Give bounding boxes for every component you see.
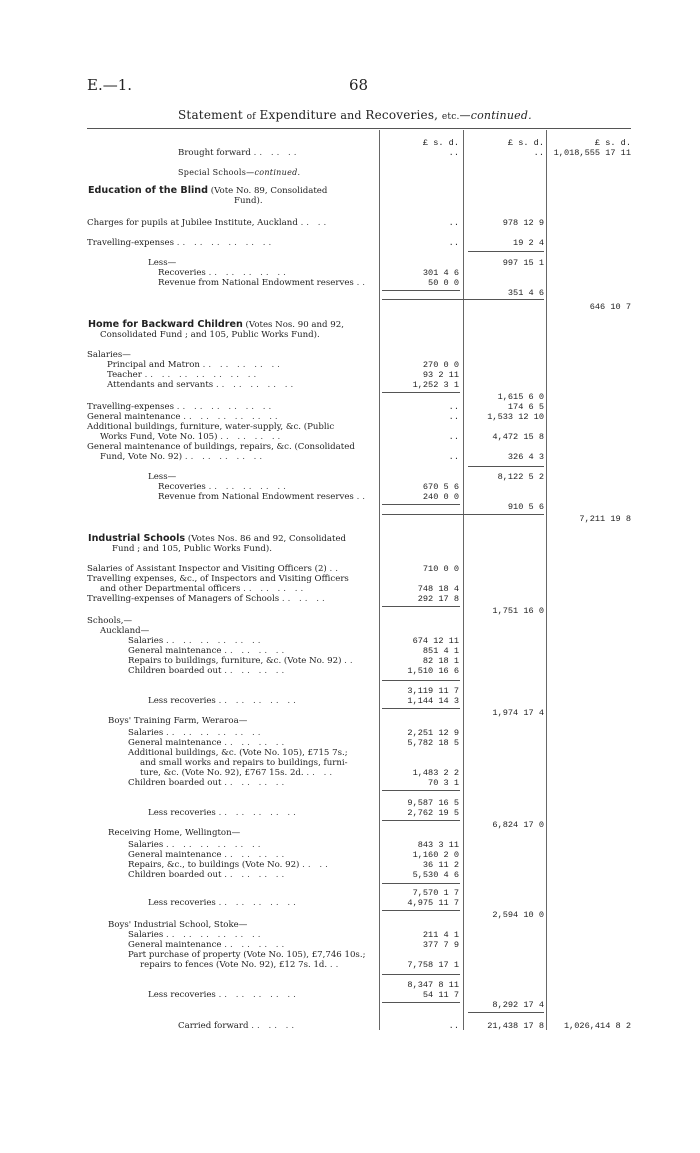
backward-revenue-c1: 240 0 0 <box>422 492 459 502</box>
auckland-boarded-c1: 1,510 16 6 <box>407 666 459 676</box>
column-rule-2 <box>463 130 464 1030</box>
auckland-maint-label: General maintenance .. .. .. .. <box>128 646 288 656</box>
weraroa-maint-c1: 5,782 18 5 <box>407 738 459 748</box>
rule <box>468 251 544 252</box>
backward-salaries-label: Salaries— <box>87 350 131 360</box>
column-heading-3: £ s. d. <box>594 138 631 148</box>
blind-travel-c2: 19 2 4 <box>513 238 544 248</box>
weraroa-maint-label: General maintenance .. .. .. .. <box>128 738 288 748</box>
rule <box>382 680 460 681</box>
backward-attendants-c1: 1,252 3 1 <box>412 380 459 390</box>
backward-principal-c1: 270 0 0 <box>422 360 459 370</box>
blind-travel-label: Travelling-expenses .. .. .. .. .. .. <box>87 238 275 248</box>
special-schools-heading: Special Schools—continued. <box>178 168 301 177</box>
industrial-heading-line2: Fund ; and 105, Public Works Fund). <box>112 544 273 554</box>
auckland-heading: Auckland— <box>100 626 150 636</box>
stoke-maint-label: General maintenance .. .. .. .. <box>128 940 288 950</box>
rule <box>382 708 460 709</box>
stoke-part-line1: Part purchase of property (Vote No. 105), £7,746 10s.; <box>128 950 366 960</box>
rule <box>382 790 460 791</box>
auckland-salaries-label: Salaries .. .. .. .. .. .. <box>128 636 264 646</box>
auckland-net: 1,974 17 4 <box>492 708 544 718</box>
rule <box>382 910 460 911</box>
blind-revenue-label: Revenue from National Endowment reserves .. <box>158 278 369 288</box>
stoke-less-label: Less recoveries .. .. .. .. .. <box>148 990 299 1000</box>
weraroa-heading: Boys' Training Farm, Weraroa— <box>108 716 248 726</box>
auckland-less: 1,144 14 3 <box>407 696 459 706</box>
wellington-heading: Receiving Home, Wellington— <box>108 828 241 838</box>
stoke-part-line2: repairs to fences (Vote No. 92), £12 7s. 1d. .. <box>140 960 342 970</box>
blind-revenue-c1: 50 0 0 <box>428 278 459 288</box>
backward-travel-c2: 174 6 5 <box>507 402 544 412</box>
stoke-total: 8,347 8 11 <box>407 980 459 990</box>
backward-revenue-label: Revenue from National Endowment reserves .. <box>158 492 369 502</box>
rule <box>382 883 460 884</box>
backward-maint-label: General maintenance .. .. .. .. .. .. <box>87 412 281 422</box>
weraroa-net: 6,824 17 0 <box>492 820 544 830</box>
industrial-travel-insp-c1: 748 18 4 <box>417 584 459 594</box>
backward-maint-c2: 1,533 12 10 <box>487 412 544 422</box>
blind-charges-c1: .. <box>448 218 459 228</box>
backward-additional-line2: Works Fund, Vote No. 105) .. .. .. .. <box>100 432 284 442</box>
backward-less-total: 910 5 6 <box>507 502 544 512</box>
wellington-maint-c1: 1,160 2 0 <box>412 850 459 860</box>
stoke-maint-c1: 377 7 9 <box>422 940 459 950</box>
rule <box>382 504 460 505</box>
weraroa-total: 9,587 16 5 <box>407 798 459 808</box>
auckland-repairs-label: Repairs to buildings, furniture, &c. (Vote No. 92) .. <box>128 656 356 666</box>
backward-heading-line2: Consolidated Fund ; and 105, Public Works Fund). <box>100 330 320 340</box>
backward-travel-c1: .. <box>448 402 459 412</box>
page-title: Statement of Expenditure and Recoveries, etc.—continued. <box>178 108 532 122</box>
rule <box>468 466 544 467</box>
wellington-repairs-c1: 36 11 2 <box>422 860 459 870</box>
rule <box>382 392 460 393</box>
wellington-total: 7,570 1 7 <box>412 888 459 898</box>
wellington-repairs-label: Repairs, &c., to buildings (Vote No. 92) .. .. <box>128 860 331 870</box>
blind-recoveries-label: Recoveries .. .. .. .. .. <box>158 268 289 278</box>
wellington-net: 2,594 10 0 <box>492 910 544 920</box>
auckland-repairs-c1: 82 18 1 <box>422 656 459 666</box>
blind-charges-c2: 978 12 9 <box>502 218 544 228</box>
weraroa-salaries-c1: 2,251 12 9 <box>407 728 459 738</box>
rule <box>382 514 544 515</box>
weraroa-salaries-label: Salaries .. .. .. .. .. .. <box>128 728 264 738</box>
weraroa-add-c1: 1,483 2 2 <box>412 768 459 778</box>
wellington-less-label: Less recoveries .. .. .. .. .. <box>148 898 299 908</box>
carried-forward-c2: 21,438 17 8 <box>487 1021 544 1031</box>
backward-additional-line1: Additional buildings, furniture, water-supply, &c. (Public <box>87 422 335 432</box>
carried-forward-c3: 1,026,414 8 2 <box>563 1021 631 1031</box>
page-number: 68 <box>349 76 369 94</box>
wellington-boarded-c1: 5,530 4 6 <box>412 870 459 880</box>
wellington-boarded-label: Children boarded out .. .. .. .. <box>128 870 288 880</box>
auckland-maint-c1: 851 4 1 <box>422 646 459 656</box>
backward-gm-line2: Fund, Vote No. 92) .. .. .. .. .. <box>100 452 266 462</box>
rule <box>382 820 460 821</box>
rule <box>382 1002 460 1003</box>
stoke-less: 54 11 7 <box>422 990 459 1000</box>
industrial-schools-label: Schools,— <box>87 616 133 626</box>
rule <box>382 606 460 607</box>
backward-less-label: Less— <box>148 472 177 482</box>
blind-heading-line2: Fund). <box>234 196 263 206</box>
backward-net: 7,211 19 8 <box>579 514 631 524</box>
carried-forward-c1: .. <box>448 1021 459 1031</box>
blind-charges-label: Charges for pupils at Jubilee Institute, Auckland .. .. <box>87 218 330 228</box>
wellington-salaries-c1: 843 3 11 <box>417 840 459 850</box>
blind-less-total: 351 4 6 <box>507 288 544 298</box>
backward-additional-c2: 4,472 15 8 <box>492 432 544 442</box>
backward-gm-c2: 326 4 3 <box>507 452 544 462</box>
backward-heading: Home for Backward Children (Votes Nos. 90 and 92, <box>88 319 344 330</box>
auckland-salaries-c1: 674 12 11 <box>412 636 459 646</box>
industrial-sal-inspector-c1: 710 0 0 <box>422 564 459 574</box>
carried-forward-label: Carried forward .. .. .. <box>178 1021 298 1031</box>
weraroa-add-line1: Additional buildings, &c. (Vote No. 105), £715 7s.; <box>128 748 348 758</box>
brought-forward-label: Brought forward .. .. .. <box>178 148 300 158</box>
backward-travel-label: Travelling-expenses .. .. .. .. .. .. <box>87 402 275 412</box>
section-code: E.—1. <box>87 76 133 94</box>
column-heading-2: £ s. d. <box>507 138 544 148</box>
backward-attendants-label: Attendants and servants .. .. .. .. .. <box>107 380 297 390</box>
stoke-net: 8,292 17 4 <box>492 1000 544 1010</box>
industrial-travel-insp-line2: and other Departmental officers .. .. .. .. <box>100 584 307 594</box>
weraroa-less: 2,762 19 5 <box>407 808 459 818</box>
blind-recoveries-c1: 301 4 6 <box>422 268 459 278</box>
weraroa-boarded-c1: 70 3 1 <box>428 778 459 788</box>
backward-recoveries-label: Recoveries .. .. .. .. .. <box>158 482 289 492</box>
auckland-total: 3,119 11 7 <box>407 686 459 696</box>
backward-teacher-c1: 93 2 11 <box>422 370 459 380</box>
backward-recoveries-c1: 670 5 6 <box>422 482 459 492</box>
blind-travel-c1: .. <box>448 238 459 248</box>
rule <box>382 290 460 291</box>
backward-additional-c1: .. <box>448 432 459 442</box>
wellington-maint-label: General maintenance .. .. .. .. <box>128 850 288 860</box>
backward-principal-label: Principal and Matron .. .. .. .. .. <box>107 360 283 370</box>
industrial-admin-total: 1,751 16 0 <box>492 606 544 616</box>
wellington-salaries-label: Salaries .. .. .. .. .. .. <box>128 840 264 850</box>
blind-subtotal: 997 15 1 <box>502 258 544 268</box>
industrial-travel-insp-line1: Travelling expenses, &c., of Inspectors and Visiting Officers <box>87 574 349 584</box>
backward-gm-line1: General maintenance of buildings, repairs, &c. (Consolidated <box>87 442 355 452</box>
blind-less-label: Less— <box>148 258 177 268</box>
brought-forward-c1: .. <box>448 148 459 158</box>
weraroa-less-label: Less recoveries .. .. .. .. .. <box>148 808 299 818</box>
blind-net: 646 10 7 <box>589 302 631 312</box>
stoke-heading: Boys' Industrial School, Stoke— <box>108 920 248 930</box>
rule <box>382 974 460 975</box>
backward-gm-c1: .. <box>448 452 459 462</box>
column-heading-1: £ s. d. <box>422 138 459 148</box>
weraroa-add-line3: ture, &c. (Vote No. 92), £767 15s. 2d. .. .. <box>140 768 336 778</box>
backward-subtotal: 8,122 5 2 <box>497 472 544 482</box>
rule <box>468 1012 544 1013</box>
rule <box>382 299 544 300</box>
industrial-sal-inspector-label: Salaries of Assistant Inspector and Visiting Officers (2) .. <box>87 564 341 574</box>
industrial-travel-mgr-label: Travelling-expenses of Managers of Schools .. .. .. <box>87 594 328 604</box>
table-top-rule <box>87 128 631 129</box>
weraroa-boarded-label: Children boarded out .. .. .. .. <box>128 778 288 788</box>
stoke-salaries-c1: 211 4 1 <box>422 930 459 940</box>
auckland-less-label: Less recoveries .. .. .. .. .. <box>148 696 299 706</box>
stoke-part-c1: 7,758 17 1 <box>407 960 459 970</box>
stoke-salaries-label: Salaries .. .. .. .. .. .. <box>128 930 264 940</box>
weraroa-add-line2: and small works and repairs to buildings, furni- <box>140 758 348 768</box>
industrial-heading: Industrial Schools (Votes Nos. 86 and 92, Consolidated <box>88 533 347 544</box>
backward-maint-c1: .. <box>448 412 459 422</box>
auckland-boarded-label: Children boarded out .. .. .. .. <box>128 666 288 676</box>
brought-forward-c3: 1,018,555 17 11 <box>553 148 631 158</box>
brought-forward-c2: .. <box>533 148 544 158</box>
wellington-less: 4,975 11 7 <box>407 898 459 908</box>
industrial-travel-mgr-c1: 292 17 8 <box>417 594 459 604</box>
column-rule-3 <box>546 130 547 1030</box>
blind-heading: Education of the Blind (Vote No. 89, Consolidated <box>88 185 328 196</box>
backward-salaries-total: 1,615 6 0 <box>497 392 544 402</box>
backward-teacher-label: Teacher .. .. .. .. .. .. .. <box>107 370 260 380</box>
